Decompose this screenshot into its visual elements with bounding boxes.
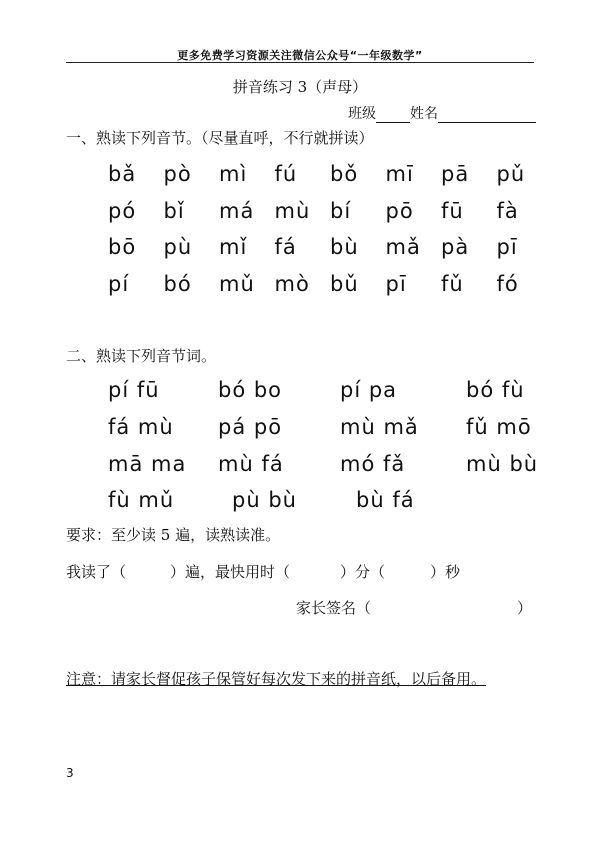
- syllable: mò: [274, 271, 310, 296]
- page-title: 拼音练习 3（声母）: [232, 78, 368, 96]
- class-blank: [376, 108, 410, 123]
- syllable-row: [108, 235, 552, 272]
- word: fǔ mō: [466, 415, 532, 439]
- word: bó fù: [466, 378, 525, 402]
- word: fá mù: [108, 415, 174, 439]
- syllable: pò: [163, 162, 192, 186]
- syllable: mù: [274, 198, 311, 223]
- class-name-line: [348, 103, 536, 123]
- syllable: mǔ: [219, 271, 255, 296]
- header-divider: [66, 62, 534, 63]
- record-part3: ）分（: [340, 563, 386, 581]
- syllable: fá: [274, 235, 297, 259]
- word: pù bù: [232, 488, 297, 512]
- syllable: pī: [385, 271, 407, 296]
- requirement-text: 要求：至少读 5 遍，读熟读准。: [66, 526, 281, 544]
- parent-sign-label: 家长签名（: [296, 599, 372, 617]
- syllable: fū: [441, 198, 464, 223]
- class-label: 班级: [348, 106, 376, 122]
- word: mù bù: [466, 452, 539, 476]
- syllable: bǔ: [330, 271, 359, 296]
- syllable-row: [108, 199, 552, 236]
- syllable-row: [108, 272, 552, 309]
- syllable: mǎ: [385, 235, 421, 259]
- word: pá pō: [218, 415, 283, 439]
- page-header: 更多免费学习资源关注微信公众号“一年级数学”: [177, 49, 423, 62]
- syllable: má: [219, 198, 255, 223]
- record-part2: ）遍，最快用时（: [170, 563, 291, 581]
- record-part4: ）秒: [430, 563, 461, 581]
- syllable: mī: [385, 162, 414, 186]
- syllable: bō: [108, 235, 137, 259]
- syllable: pō: [385, 198, 414, 223]
- syllable: pó: [108, 198, 137, 223]
- syllable-grid: [108, 162, 552, 308]
- syllable: fǔ: [441, 271, 464, 296]
- syllable: pí: [108, 271, 130, 296]
- syllable: pā: [441, 162, 470, 186]
- syllable: bó: [163, 271, 192, 296]
- word: bù fá: [356, 488, 415, 512]
- record-part1: 我读了（: [66, 563, 127, 581]
- word: mó fǎ: [340, 452, 406, 476]
- word: pí fū: [108, 378, 160, 402]
- syllable: fú: [274, 162, 298, 186]
- syllable: bǐ: [163, 198, 185, 223]
- word: fù mǔ: [108, 488, 175, 512]
- page-number: 3: [66, 766, 74, 780]
- section1-heading: 一、熟读下列音节。（尽量直呼，不行就拼读）: [66, 129, 374, 147]
- syllable: fà: [496, 198, 519, 223]
- syllable: bí: [330, 198, 352, 223]
- word: mù fá: [218, 452, 284, 476]
- notice-text: 注意：请家长督促孩子保管好每次发下来的拼音纸，以后备用。: [66, 670, 487, 688]
- parent-sign-close: ）: [517, 599, 533, 617]
- word: pí pa: [340, 378, 398, 402]
- syllable-row: [108, 162, 552, 199]
- syllable: pà: [441, 235, 470, 259]
- name-label: 姓名: [410, 106, 438, 122]
- word: mā ma: [108, 452, 187, 476]
- syllable: pù: [163, 235, 193, 259]
- section2-heading: 二、熟读下列音节词。: [66, 347, 217, 365]
- name-blank: [438, 108, 536, 123]
- word: bó bo: [218, 378, 283, 402]
- syllable: mǐ: [219, 235, 248, 259]
- syllable: mì: [219, 162, 248, 186]
- syllable: bǎ: [108, 162, 137, 186]
- syllable: pī: [496, 235, 518, 259]
- syllable: bǒ: [330, 162, 359, 186]
- syllable: pǔ: [496, 162, 526, 186]
- syllable: fó: [496, 271, 519, 296]
- word: mù mǎ: [340, 415, 419, 439]
- syllable: bù: [330, 235, 359, 259]
